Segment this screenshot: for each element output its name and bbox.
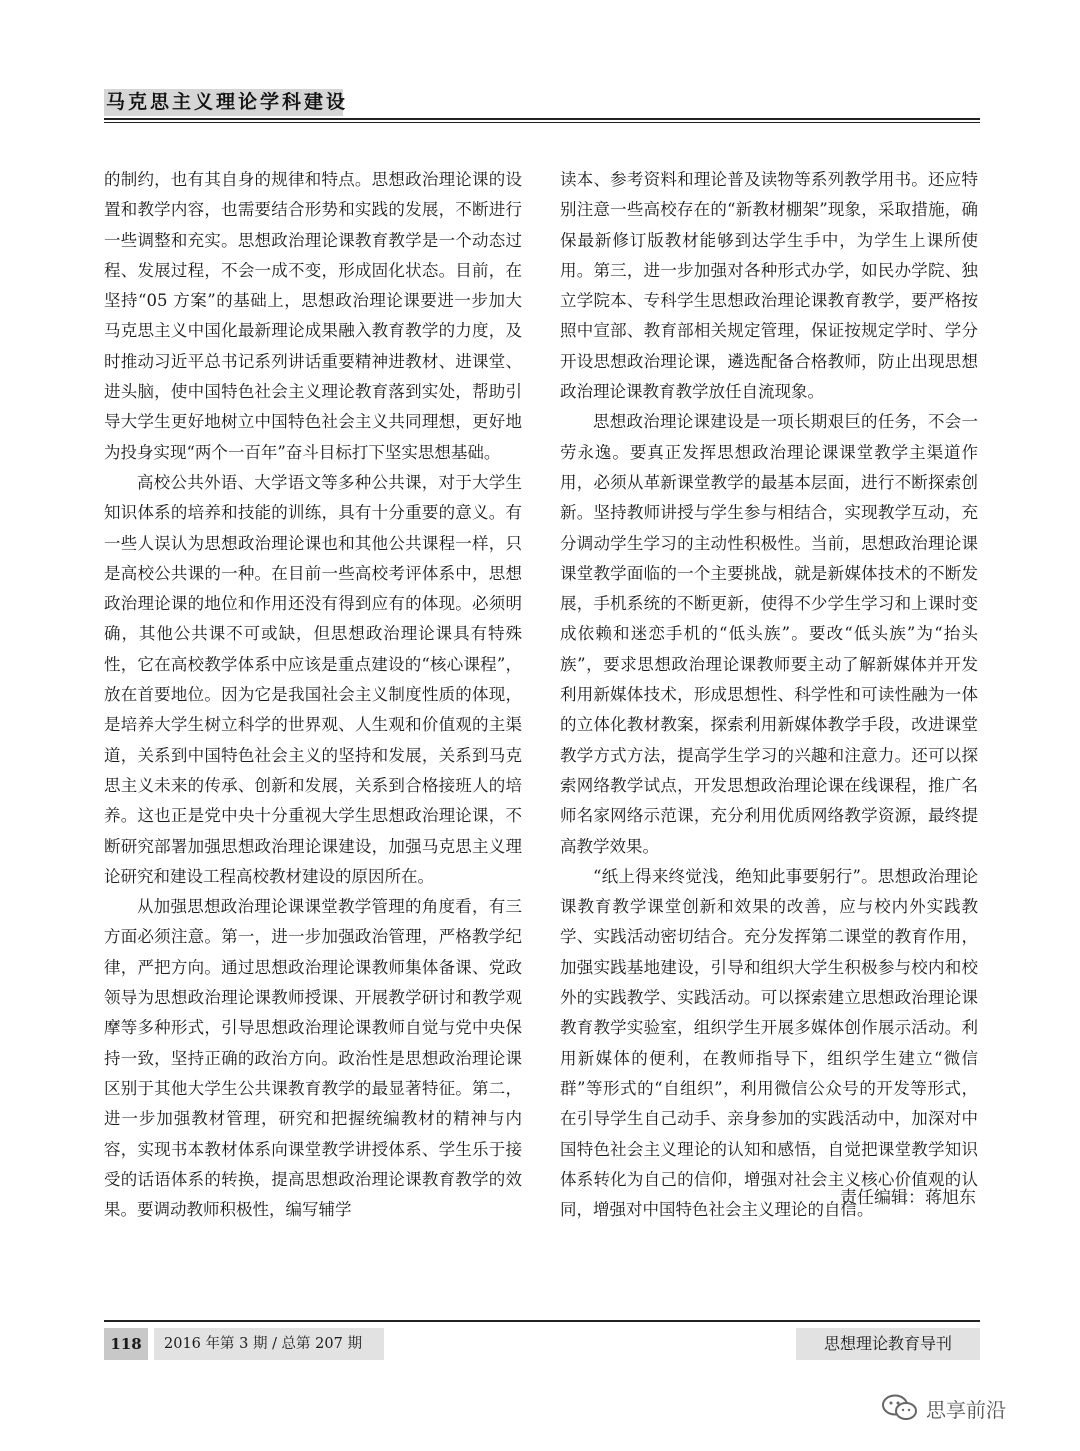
paragraph: 从加强思想政治理论课课堂教学管理的角度看，有三方面必须注意。第一，进一步加强政治管理，严格教学纪律，严把方向。通过思想政治理论课教师集体备课、党政领导为思想政治理论课教师授课、开展教学研讨和教学观摩等多种形式，引导思想政治理论课教师自觉与党中央保持一致，坚持正确的政治方向。政治性是思想政治理论课区别于其他大学生公共课教育教学的最显著特征。第二，进一步加强教材管理，研究和把握统编教材的精神与内容，实现书本教材体系向课堂教学讲授体系、学生乐于接受的话语体系的转换，提高思想政治理论课教育教学的效果。要调动教师积极性，编写辅学	[104, 897, 522, 1220]
page-number: 118	[104, 1328, 148, 1360]
issue-info: 2016 年第 3 期 / 总第 207 期	[154, 1328, 384, 1360]
watermark-text: 思享前沿	[926, 1397, 1006, 1422]
journal-name: 思想理论教育导刊	[796, 1328, 980, 1360]
paragraph: “纸上得来终觉浅，绝知此事要躬行”。思想政治理论课教育教学课堂创新和效果的改善，应与校内外实践教学、实践活动密切结合。充分发挥第二课堂的教育作用，加强实践基地建设，引导和组织大学生积极参与校内和校外的实践教学、实践活动。可以探索建立思想政治理论课教育教学实验室，组织学生开展多媒体创作展示活动。利用新媒体的便利，在教师指导下，组织学生建立“微信群”等形式的“自组织”，利用微信公众号的开发等形式，在引导学生自己动手、亲身参加的实践活动中，加深对中国特色社会主义理论的认知和感悟，自觉把课堂教学知识体系转化为自己的信仰，增强对社会主义核心价值观的认同，增强对中国特色社会主义理论的自信。	[560, 866, 978, 1220]
left-column	[104, 165, 522, 1225]
paragraph: 思想政治理论课建设是一项长期艰巨的任务，不会一劳永逸。要真正发挥思想政治理论课课堂教学主渠道作用，必须从革新课堂教学的最基本层面，进行不断探索创新。坚持教师讲授与学生参与相结合，实现教学互动，充分调动学生学习的主动性积极性。当前，思想政治理论课课堂教学面临的一个主要挑战，就是新媒体技术的不断发展，手机系统的不断更新，使得不少学生学习和上课时变成依赖和迷恋手机的“低头族”。要改“低头族”为“抬头族”，要求思想政治理论课教师要主动了解新媒体并开发利用新媒体技术，形成思想性、科学性和可读性融为一体的立体化教材教案，探索利用新媒体教学手段，改进课堂教学方式方法，提高学生学习的兴趣和注意力。还可以探索网络教学试点，开发思想政治理论课在线课程，推广名师名家网络示范课，充分利用优质网络教学资源，最终提高教学效果。	[560, 412, 978, 856]
section-title: 马克思主义理论学科建设	[106, 91, 349, 113]
paragraph: 高校公共外语、大学语文等多种公共课，对于大学生知识体系的培养和技能的训练，具有十分重要的意义。有一些人误认为思想政治理论课也和其他公共课程一样，只是高校公共课的一种。在目前一些高校考评体系中，思想政治理论课的地位和作用还没有得到应有的体现。必须明确，其他公共课不可或缺，但思想政治理论课具有特殊性，它在高校教学体系中应该是重点建设的“核心课程”，放在首要地位。因为它是我国社会主义制度性质的体现，是培养大学生树立科学的世界观、人生观和价值观的主渠道，关系到中国特色社会主义的坚持和发展，关系到马克思主义未来的传承、创新和发展，关系到合格接班人的培养。这也正是党中央十分重视大学生思想政治理论课，不断研究部署加强思想政治理论课建设，加强马克思主义理论研究和建设工程高校教材建设的原因所在。	[104, 472, 522, 886]
right-column	[560, 165, 978, 1225]
header-rule	[104, 118, 980, 120]
watermark	[880, 1388, 1006, 1428]
footer-rule	[104, 1320, 980, 1322]
paragraph: 的制约，也有其自身的规律和特点。思想政治理论课的设置和教学内容，也需要结合形势和实践的发展，不断进行一些调整和充实。思想政治理论课教育教学是一个动态过程、发展过程，不会一成不变，形成固化状态。目前，在坚持“05 方案”的基础上，思想政治理论课要进一步加大马克思主义中国化最新理论成果融入教育教学的力度，及时推动习近平总书记系列讲话重要精神进教材、进课堂、进头脑，使中国特色社会主义理论教育落到实处，帮助引导大学生更好地树立中国特色社会主义共同理想，更好地为投身实现“两个一百年”奋斗目标打下坚实思想基础。	[104, 170, 522, 462]
editor-signature: 责任编辑：蒋旭东	[840, 1188, 976, 1208]
paragraph: 读本、参考资料和理论普及读物等系列教学用书。还应特别注意一些高校存在的“新教材棚架”现象，采取措施，确保最新修订版教材能够到达学生手中，为学生上课所使用。第三，进一步加强对各种形式办学，如民办学院、独立学院本、专科学生思想政治理论课教育教学，要严格按照中宣部、教育部相关规定管理，保证按规定学时、学分开设思想政治理论课，遴选配备合格教师，防止出现思想政治理论课教育教学放任自流现象。	[560, 170, 978, 402]
header-rule-thin	[104, 122, 980, 123]
wechat-icon	[880, 1393, 920, 1423]
